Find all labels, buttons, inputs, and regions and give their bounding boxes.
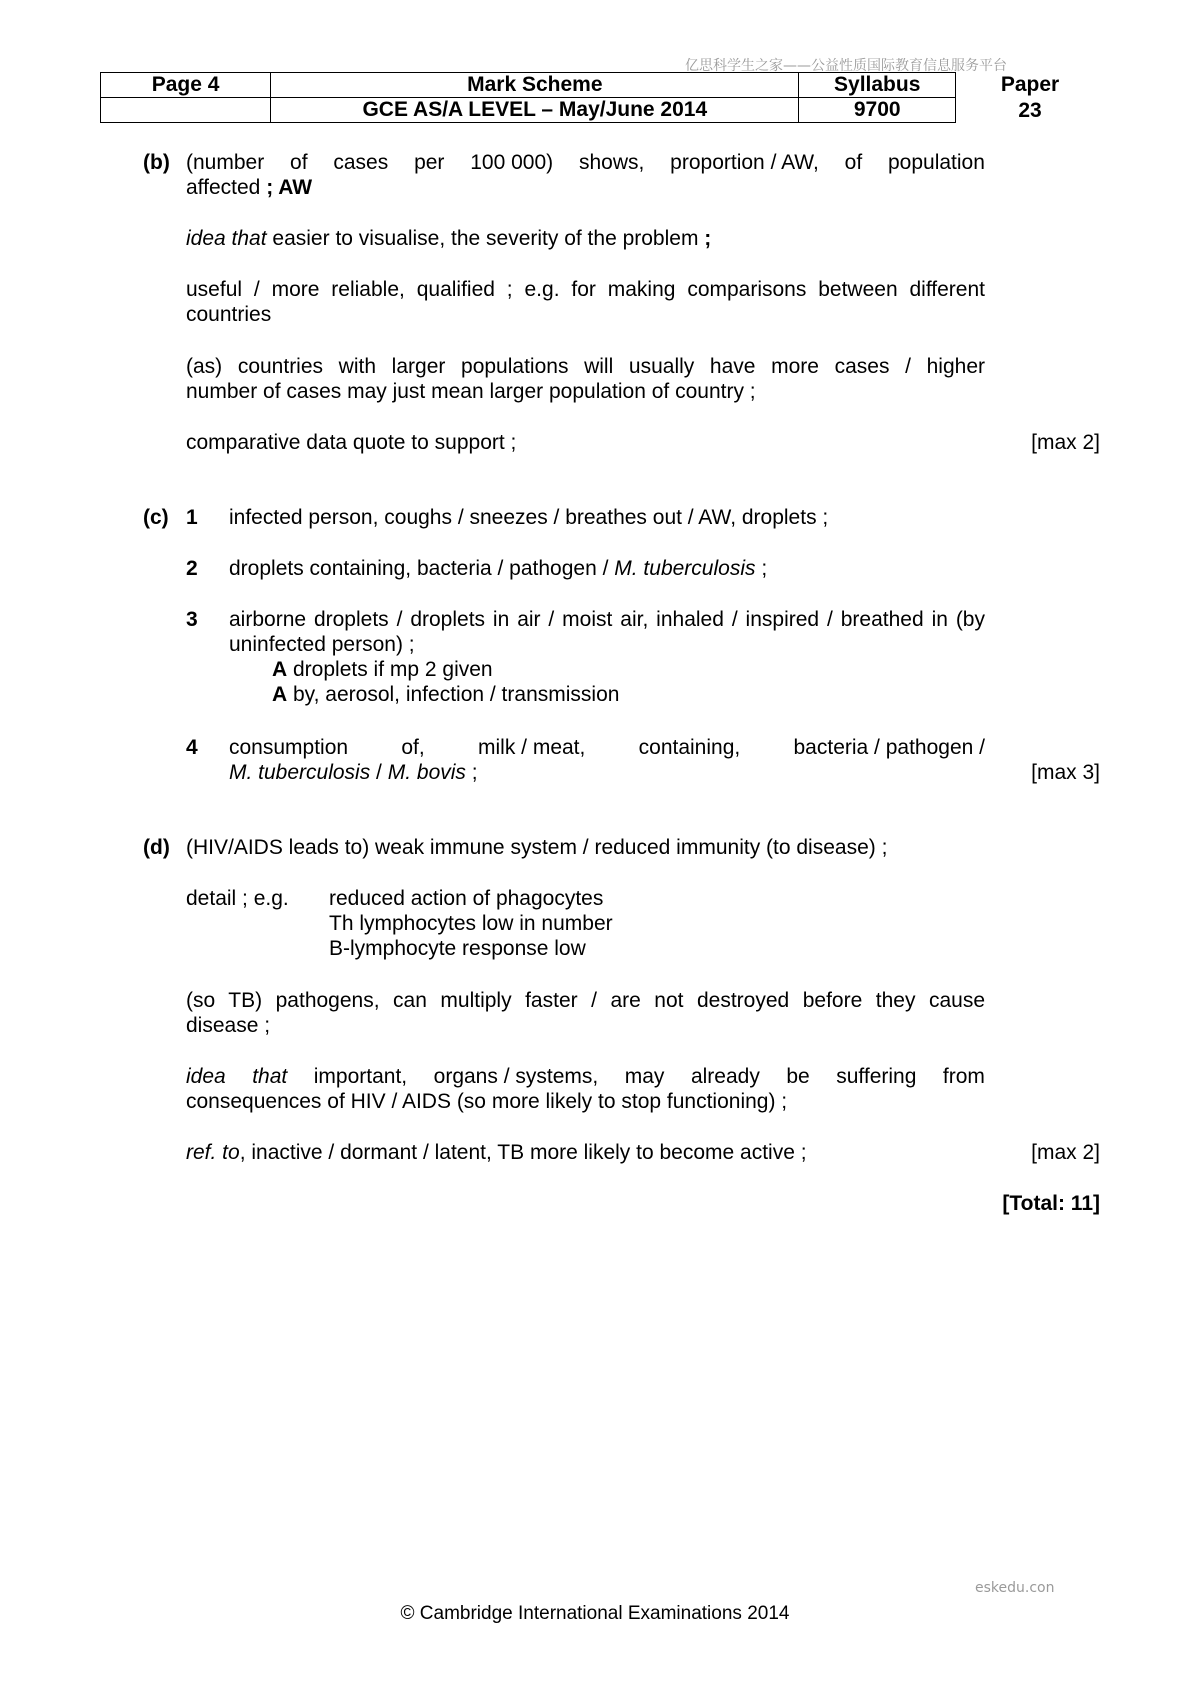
- word: of: [844, 151, 863, 174]
- header-exam: GCE AS/A LEVEL – May/June 2014: [271, 98, 799, 123]
- text: affected: [186, 176, 267, 199]
- header-syllabus-label: Syllabus: [799, 73, 956, 98]
- d-detail-item: Th lymphocytes low in number: [329, 912, 613, 935]
- c-item-3-line1: airborne droplets / droplets in air / moist air, inhaled / inspired / breathed in (by: [229, 608, 985, 631]
- word: be: [786, 1065, 810, 1088]
- word: population: [887, 151, 985, 174]
- header-syllabus-code: 9700: [799, 98, 956, 123]
- d-para5: [186, 1140, 807, 1165]
- watermark-text: 亿思科学生之家——公益性质国际教育信息服务平台: [685, 58, 1007, 74]
- word: important,: [313, 1065, 408, 1088]
- watermark-bottom: eskedu.con: [975, 1580, 1055, 1596]
- part-b-label: (b): [143, 151, 170, 174]
- word: that: [252, 1065, 288, 1088]
- c-item-3-alt1: [272, 657, 493, 682]
- c-item-3-alt2: [272, 682, 619, 707]
- text: ;: [755, 557, 768, 580]
- c-num-3: 3: [186, 608, 198, 631]
- c-num-2: 2: [186, 557, 198, 580]
- word: suffering: [836, 1065, 917, 1088]
- c-item-1: infected person, coughs / sneezes / breathes out / AW, droplets ;: [229, 506, 829, 529]
- b-max-mark: [max 2]: [1031, 431, 1100, 454]
- b-para5: comparative data quote to support ;: [186, 431, 517, 454]
- word: (number: [186, 151, 265, 174]
- text: , inactive / dormant / latent, TB more likely to become active ;: [239, 1141, 807, 1164]
- text: M. tuberculosis: [614, 557, 756, 580]
- d-detail-label: detail ; e.g.: [186, 887, 289, 910]
- word: already: [690, 1065, 760, 1088]
- d-detail-item: reduced action of phagocytes: [329, 887, 604, 910]
- d-para4-line1: [186, 1064, 985, 1089]
- part-d-label: (d): [143, 836, 170, 859]
- b-para2: [186, 226, 711, 251]
- c-item-4-line1: [229, 735, 985, 760]
- word: may: [624, 1065, 665, 1088]
- total-marks: [Total: 11]: [1002, 1192, 1100, 1215]
- b-para1-line1: [186, 150, 985, 175]
- text: ; AW: [266, 176, 313, 199]
- text: easier to visualise, the severity of the problem: [266, 227, 705, 250]
- word: cases: [333, 151, 389, 174]
- word: proportion / AW,: [670, 151, 819, 174]
- header-page: Page 4: [101, 73, 271, 98]
- text: A: [272, 683, 288, 706]
- text: A: [272, 658, 288, 681]
- d-para1: (HIV/AIDS leads to) weak immune system / reduced immunity (to disease) ;: [186, 836, 888, 859]
- word: containing,: [638, 736, 741, 759]
- b-para3-line2: countries: [186, 303, 272, 326]
- d-para4-line2: consequences of HIV / AIDS (so more likely to stop functioning) ;: [186, 1090, 788, 1113]
- text: M. bovis: [387, 761, 466, 784]
- text: droplets if mp 2 given: [287, 658, 493, 681]
- c-item-4-line2: [229, 760, 478, 785]
- c-max-mark: [max 3]: [1031, 761, 1100, 784]
- b-para1-line2: [186, 175, 312, 200]
- header-title: Mark Scheme: [271, 73, 799, 98]
- text: ;: [465, 761, 478, 784]
- c-num-4: 4: [186, 736, 198, 759]
- header-empty-cell: [101, 98, 271, 123]
- header-paper-number: 23: [1018, 99, 1042, 122]
- b-para4-line1: (as) countries with larger populations will usually have more cases / higher: [186, 355, 985, 378]
- text: ;: [704, 227, 712, 250]
- text: droplets containing, bacteria / pathogen /: [229, 557, 615, 580]
- part-c-label: (c): [143, 506, 169, 529]
- word: from: [942, 1065, 985, 1088]
- word: per: [414, 151, 445, 174]
- word: 100 000): [470, 151, 554, 174]
- word: milk / meat,: [478, 736, 586, 759]
- word: bacteria / pathogen /: [793, 736, 985, 759]
- text: by, aerosol, infection / transmission: [287, 683, 620, 706]
- text: /: [370, 761, 388, 784]
- b-para4-line2: number of cases may just mean larger population of country ;: [186, 380, 756, 403]
- header-paper: [975, 72, 1085, 124]
- header-table: [100, 72, 956, 124]
- text: M. tuberculosis: [229, 761, 371, 784]
- word: organs / systems,: [433, 1065, 599, 1088]
- c-num-1: 1: [186, 506, 198, 529]
- text: ref. to: [186, 1141, 240, 1164]
- b-para3-line1: useful / more reliable, qualified ; e.g. for making comparisons between different: [186, 278, 985, 301]
- word: idea: [186, 1065, 226, 1088]
- d-max-mark: [max 2]: [1031, 1141, 1100, 1164]
- header-paper-label: Paper: [1000, 73, 1060, 96]
- d-detail-item: B-lymphocyte response low: [329, 937, 586, 960]
- c-item-3-line2: uninfected person) ;: [229, 633, 415, 656]
- word: of: [290, 151, 308, 174]
- word: of,: [401, 736, 425, 759]
- d-para3-line1: (so TB) pathogens, can multiply faster / are not destroyed before they cause: [186, 989, 985, 1012]
- word: shows,: [578, 151, 645, 174]
- text: idea that: [186, 227, 267, 250]
- word: consumption: [229, 736, 349, 759]
- c-item-2: [229, 556, 767, 581]
- d-para3-line2: disease ;: [186, 1014, 271, 1037]
- footer-copyright: © Cambridge International Examinations 2014: [400, 1603, 790, 1624]
